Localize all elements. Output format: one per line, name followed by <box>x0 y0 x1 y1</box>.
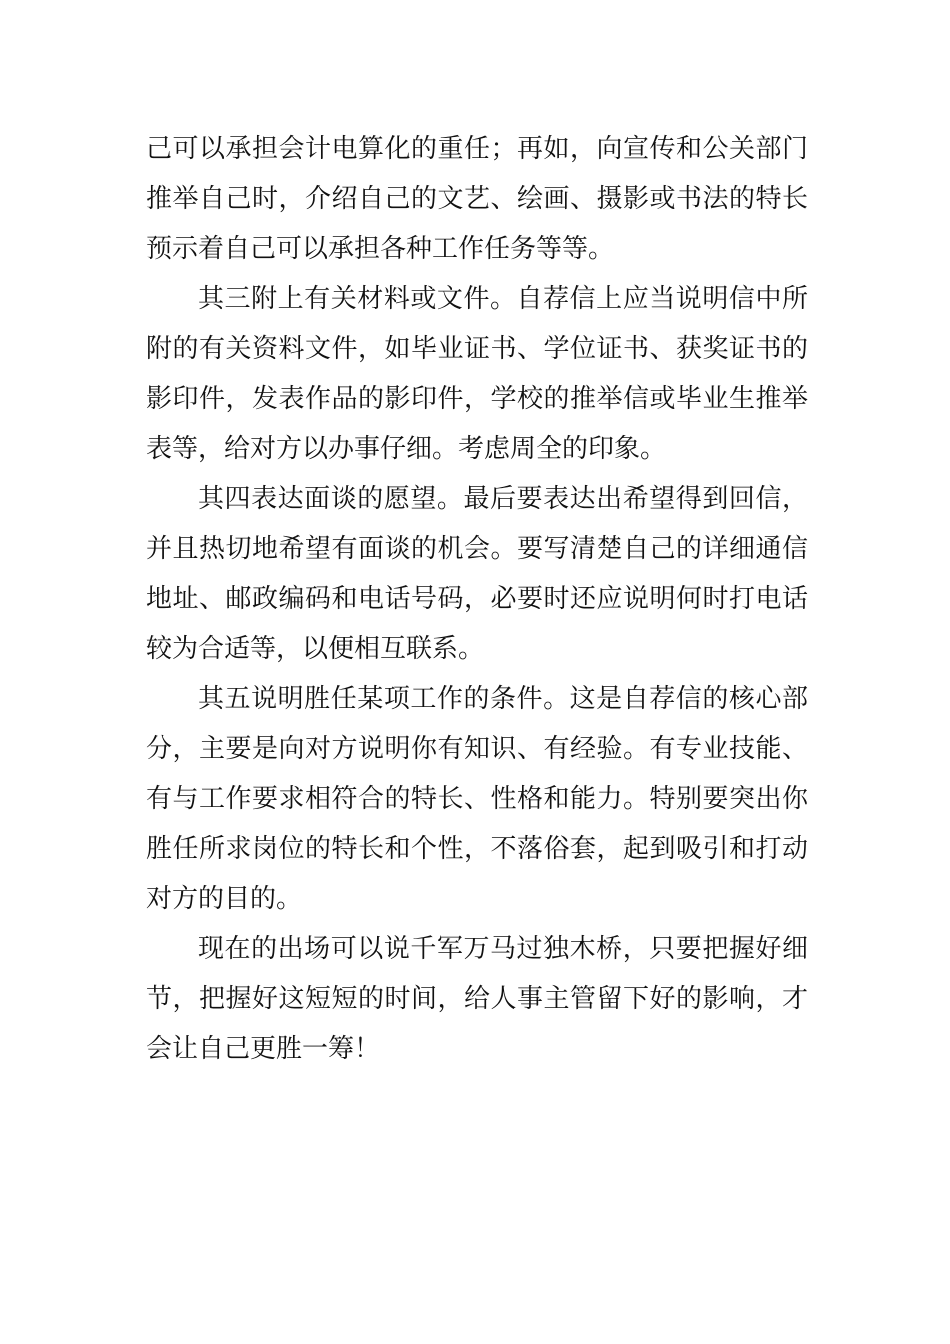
paragraph-4 <box>146 674 808 924</box>
text-line: 其四表达面谈的愿望。最后要表达出希望得到回信， <box>198 484 808 514</box>
text-line: 现在的出场可以说千军万马过独木桥，只要把握好细 <box>198 934 808 964</box>
paragraph-1 <box>146 124 808 274</box>
document-body <box>146 124 808 1074</box>
text-line: 节，把握好这短短的时间，给人事主管留下好的影响，才 <box>146 984 808 1014</box>
text-line: 附的有关资料文件，如毕业证书、学位证书、获奖证书的 <box>146 334 808 364</box>
text-line: 其五说明胜任某项工作的条件。这是自荐信的核心部 <box>198 684 808 714</box>
text-line: 推举自己时，介绍自己的文艺、绘画、摄影或书法的特长 <box>146 184 808 214</box>
text-line: 己可以承担会计电算化的重任；再如，向宣传和公关部门 <box>146 134 808 164</box>
text-line: 预示着自己可以承担各种工作任务等等。 <box>146 234 615 264</box>
text-line: 表等，给对方以办事仔细。考虑周全的印象。 <box>146 434 667 464</box>
text-line: 较为合适等，以便相互联系。 <box>146 634 485 664</box>
paragraph-5 <box>146 924 808 1074</box>
text-line: 地址、邮政编码和电话号码，必要时还应说明何时打电话 <box>146 584 808 614</box>
text-line: 会让自己更胜一筹！ <box>146 1034 381 1064</box>
text-line: 分，主要是向对方说明你有知识、有经验。有专业技能、 <box>146 734 808 764</box>
text-line: 并且热切地希望有面谈的机会。要写清楚自己的详细通信 <box>146 534 808 564</box>
text-line: 有与工作要求相符合的特长、性格和能力。特别要突出你 <box>146 784 808 814</box>
text-line: 其三附上有关材料或文件。自荐信上应当说明信中所 <box>198 284 808 314</box>
paragraph-2 <box>146 274 808 474</box>
paragraph-3 <box>146 474 808 674</box>
text-line: 胜任所求岗位的特长和个性，不落俗套，起到吸引和打动 <box>146 834 808 864</box>
text-line: 影印件，发表作品的影印件，学校的推举信或毕业生推举 <box>146 384 808 414</box>
text-line: 对方的目的。 <box>146 884 303 914</box>
